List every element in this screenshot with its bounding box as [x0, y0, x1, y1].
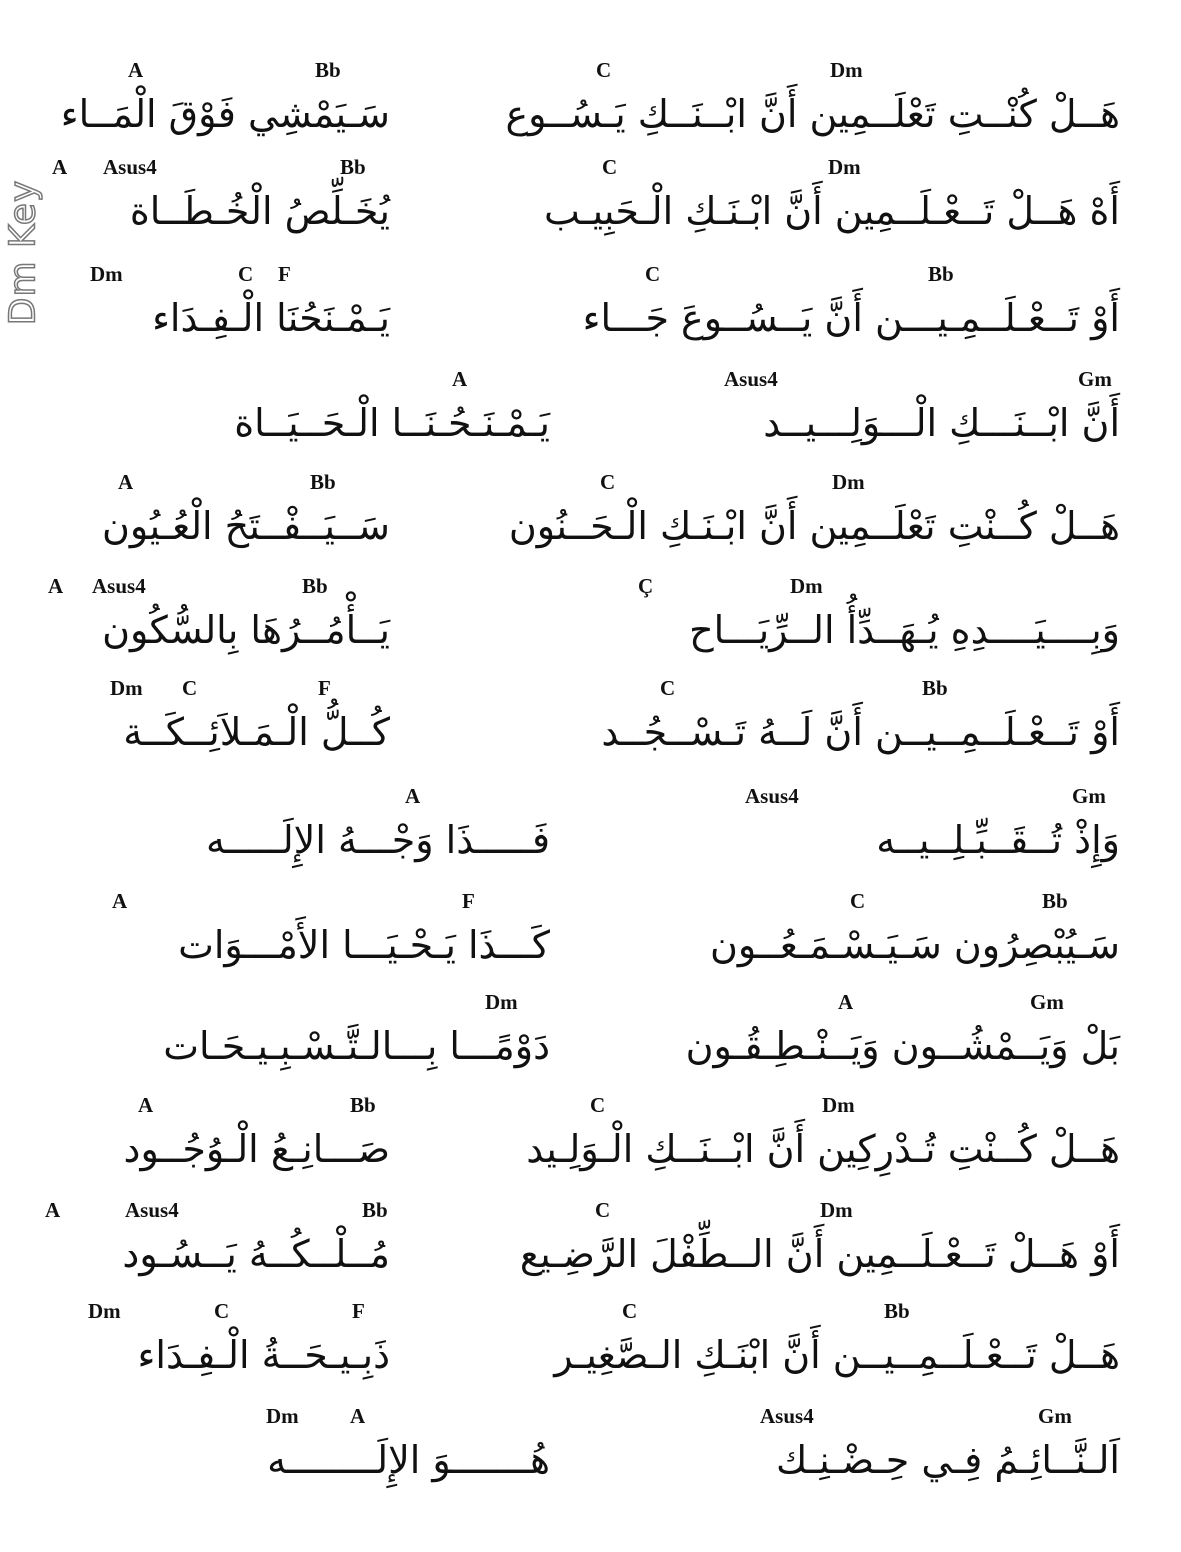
chord: Bb — [302, 574, 328, 598]
chord: C — [238, 262, 254, 286]
chord: Dm — [830, 58, 863, 82]
chord: Dm — [485, 990, 518, 1014]
chord: Dm — [88, 1299, 121, 1323]
lyric-right: أَوْ هَــلْ تَــعْـلَــمِين أَنَّ الــطِّفْلَ الرَّضِـيع — [519, 1232, 1120, 1276]
chord: Bb — [1042, 889, 1068, 913]
chord: C — [850, 889, 866, 913]
chord: Gm — [1078, 367, 1112, 391]
chord: C — [590, 1093, 606, 1117]
chord: F — [278, 262, 291, 286]
chord: C — [602, 155, 618, 179]
chord: Bb — [350, 1093, 376, 1117]
key-label: Dm Key — [2, 179, 44, 326]
chord: C — [214, 1299, 230, 1323]
chord: A — [452, 367, 468, 391]
chord: Bb — [340, 155, 366, 179]
lyric-right: هَــلْ كُــنْتِ تَعْلَــمِين أَنَّ ابْـنَـكِ الْـحَــنُون — [508, 504, 1120, 548]
lyric-right: بَلْ وَيَــمْشُــون وَيَــنْـطِـقُـون — [685, 1024, 1120, 1068]
chord: A — [350, 1404, 366, 1428]
chord: Bb — [315, 58, 341, 82]
chord: Bb — [922, 676, 948, 700]
chord: C — [595, 1198, 611, 1222]
chord: A — [128, 58, 144, 82]
chord: Asus4 — [125, 1198, 179, 1222]
lyric-right: وَإِذْ تُــقَــبِّـلِــيــه — [876, 818, 1120, 862]
chord: Asus4 — [724, 367, 778, 391]
chord: Asus4 — [745, 784, 799, 808]
chord: A — [118, 470, 134, 494]
chord: A — [45, 1198, 61, 1222]
chord: Dm — [266, 1404, 299, 1428]
chord: Ç — [638, 574, 654, 598]
chord: A — [838, 990, 854, 1014]
lyric-left: يُخَـلِّصُ الْخُـطَــاة — [129, 189, 390, 233]
lyric-right: هَــلْ كُــنْتِ تُـدْرِكِين أَنَّ ابْــنَــكِ الْـوَلِـيد — [526, 1127, 1120, 1171]
chord: C — [660, 676, 676, 700]
lyric-right: اَلـنَّــائِـمُ فِـي حِـضْـنِـك — [775, 1438, 1120, 1482]
lyric-right: أَنَّ ابْــنَـــكِ الْـــوَلِـــيــد — [763, 401, 1120, 445]
lyric-line — [0, 1198, 1181, 1302]
lyric-line — [0, 784, 1181, 888]
lyric-line — [0, 58, 1181, 162]
chord: Dm — [90, 262, 123, 286]
lyric-left: سَـيَمْشِي فَوْقَ الْمَــاء — [60, 92, 390, 136]
lyric-left: يَــأْمُــرُهَا بِالسُّكُون — [102, 608, 390, 652]
lyric-right: هَــلْ كُنْــتِ تَعْلَــمِين أَنَّ ابْــنَــكِ يَـسُــوع — [505, 92, 1120, 136]
chord: C — [645, 262, 661, 286]
lyric-line — [0, 367, 1181, 471]
lyric-line — [0, 889, 1181, 993]
lyric-left: هُـــــــوَ الإِلَــــــــه — [267, 1438, 550, 1482]
chord: F — [318, 676, 331, 700]
chord: A — [52, 155, 68, 179]
lyric-left: كُــلُّ الْـمَـلاَئِــكَــة — [123, 710, 390, 754]
chord: C — [182, 676, 198, 700]
lyric-right: هَــلْ تَــعْـلَــمِــيــن أَنَّ ابْنَـكِ الـصَّغِيـر — [554, 1333, 1120, 1377]
chord: Bb — [362, 1198, 388, 1222]
lyric-right: سَـيُبْصِرُون سَـيَـسْـمَـعُــون — [709, 923, 1120, 967]
chord: Dm — [110, 676, 143, 700]
lyric-line — [0, 676, 1181, 780]
chord: Bb — [928, 262, 954, 286]
lyric-line — [0, 470, 1181, 574]
lyric-right: أَهْ هَــلْ تَــعْـلَــمِين أَنَّ ابْـنَـكِ الْـحَبِيـب — [544, 189, 1120, 233]
lyric-line — [0, 990, 1181, 1094]
chord: C — [596, 58, 612, 82]
chord: Bb — [884, 1299, 910, 1323]
lyric-right: وَبِــــيَــــدِهِ يُـهَــدِّأُ الــرِّيَـــاح — [689, 608, 1120, 652]
lyric-left: يَـمْـنَـحُـنَــا الْـحَــيَــاة — [234, 401, 550, 445]
chord: F — [352, 1299, 365, 1323]
chord: Dm — [790, 574, 823, 598]
lyric-line — [0, 1093, 1181, 1197]
lyric-line — [0, 1404, 1181, 1508]
lyric-right: أَوْ تَــعْـلَــمِــيــن أَنَّ لَــهُ تَـسْــجُــد — [601, 710, 1120, 754]
lyric-left: يَـمْـنَحُنَا الْـفِـدَاء — [152, 296, 390, 340]
lyric-line — [0, 1299, 1181, 1403]
chord: Gm — [1030, 990, 1064, 1014]
chord: Bb — [310, 470, 336, 494]
lyric-left: دَوْمًـــا بِـــالـتَّـسْـبِـيـحَـات — [163, 1024, 550, 1068]
chord: A — [48, 574, 64, 598]
chord: C — [622, 1299, 638, 1323]
chord: F — [462, 889, 475, 913]
chord: A — [405, 784, 421, 808]
chord: A — [138, 1093, 154, 1117]
chord: A — [112, 889, 128, 913]
lyric-left: سَــيَــفْــتَحُ الْعُـيُون — [101, 504, 390, 548]
chord: Gm — [1072, 784, 1106, 808]
lyric-right: أَوْ تَــعْـلَــمِـيـــن أَنَّ يَــسُــوعَ جَـــاء — [582, 296, 1120, 340]
chord: Dm — [820, 1198, 853, 1222]
chord: Dm — [832, 470, 865, 494]
chord: Asus4 — [92, 574, 146, 598]
lyric-line — [0, 155, 1181, 259]
chord: Dm — [822, 1093, 855, 1117]
lyric-left: صَـــانِـعُ الْـوُجُــود — [123, 1127, 390, 1171]
lyric-left: ذَبِـيـحَــةُ الْـفِـدَاء — [137, 1333, 390, 1377]
lyric-left: فَـــــذَا وَجْـــهُ الإِلَـــــه — [206, 818, 550, 862]
lyric-line — [0, 574, 1181, 678]
chord: Gm — [1038, 1404, 1072, 1428]
lyric-left: كَـــذَا يَـحْـيَـــا الأَمْـــوَات — [178, 923, 550, 967]
chord: Asus4 — [103, 155, 157, 179]
lyric-line — [0, 262, 1181, 366]
chord: Dm — [828, 155, 861, 179]
lyric-left: مُــلْــكُــهُ يَــسُـود — [122, 1232, 390, 1276]
chord: C — [600, 470, 616, 494]
chord: Asus4 — [760, 1404, 814, 1428]
